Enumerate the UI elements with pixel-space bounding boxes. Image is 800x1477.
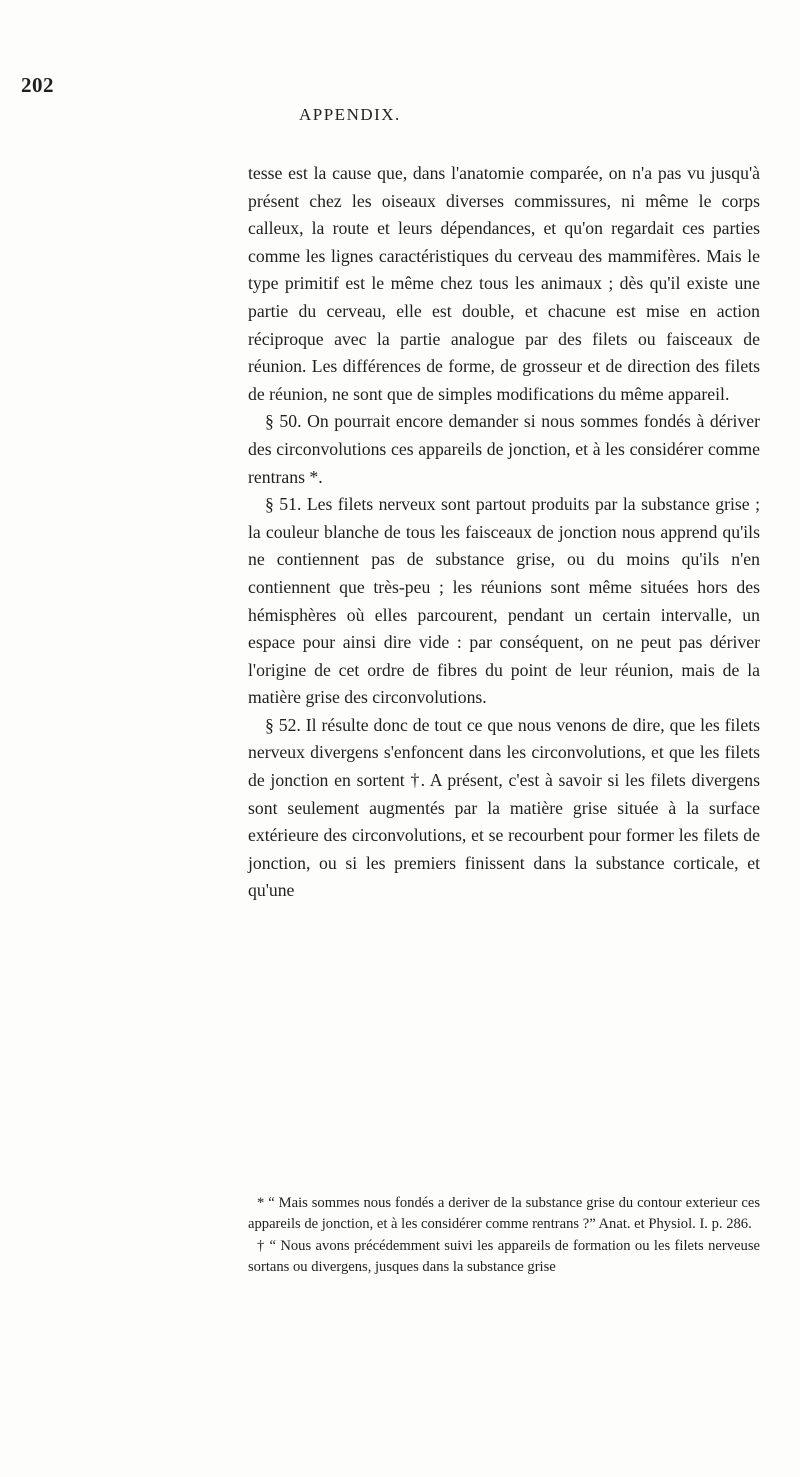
- footnote-dagger: † “ Nous avons précédemment suivi les appareils de formation ou les filets nerveuse sortans ou divergens, jusques dans la substance grise: [248, 1237, 760, 1276]
- paragraph-continued: tesse est la cause que, dans l'anatomie comparée, on n'a pas vu jusqu'à présent chez les oiseaux diverses commissures, ni même le corps calleux, la route et leurs dépendances, et qu'on regardait ces parties comme les lignes caractéristiques du cerveau des mammifères. Mais le type primitif est le même chez tous les animaux ; dès qu'il existe une partie du cerveau, elle est double, et chacune est mise en action réciproque avec la partie analogue par des filets ou faisceaux de réunion. Les différences de forme, de grosseur et de direction des filets de réunion, ne sont que de simples modifications du même appareil.: [248, 163, 760, 404]
- running-head: APPENDIX.: [299, 105, 401, 124]
- footnotes: [248, 1193, 760, 1279]
- paragraph-section-52: § 52. Il résulte donc de tout ce que nous venons de dire, que les filets nerveux divergens s'enfoncent dans les circonvolutions, et que les filets de jonction en sortent †. A présent, c'est à savoir si les filets divergens sont seulement augmentés par la matière grise située à la surface extérieure des circonvolutions, et se recourbent pour former les filets de jonction, ou si les premiers finissent dans la substance corticale, et qu'une: [248, 714, 760, 901]
- footnote-asterisk: * “ Mais sommes nous fondés a deriver de la substance grise du contour exterieur ces appareils de jonction, et à les considérer comme rentrans ?” Anat. et Physiol. I. p. 286.: [248, 1195, 760, 1233]
- paragraph-section-50: § 50. On pourrait encore demander si nous sommes fondés à dériver des circonvolutions ces appareils de jonction, et à les considérer comme rentrans *.: [248, 411, 760, 487]
- page-number: 202: [21, 73, 54, 97]
- body-text: [248, 160, 760, 905]
- paragraph-section-51: § 51. Les filets nerveux sont partout produits par la substance grise ; la couleur blanche de tous les faisceaux de jonction nous apprend qu'ils ne contiennent pas de substance grise, ou du moins qu'ils n'en contiennent que très-peu ; les réunions sont même situées hors des hémisphères où elles parcourent, pendant un certain intervalle, un espace pour ainsi dire vide : par conséquent, on ne peut pas dériver l'origine de cet ordre de fibres du point de leur réunion, mais de la matière grise des circonvolutions.: [248, 494, 760, 708]
